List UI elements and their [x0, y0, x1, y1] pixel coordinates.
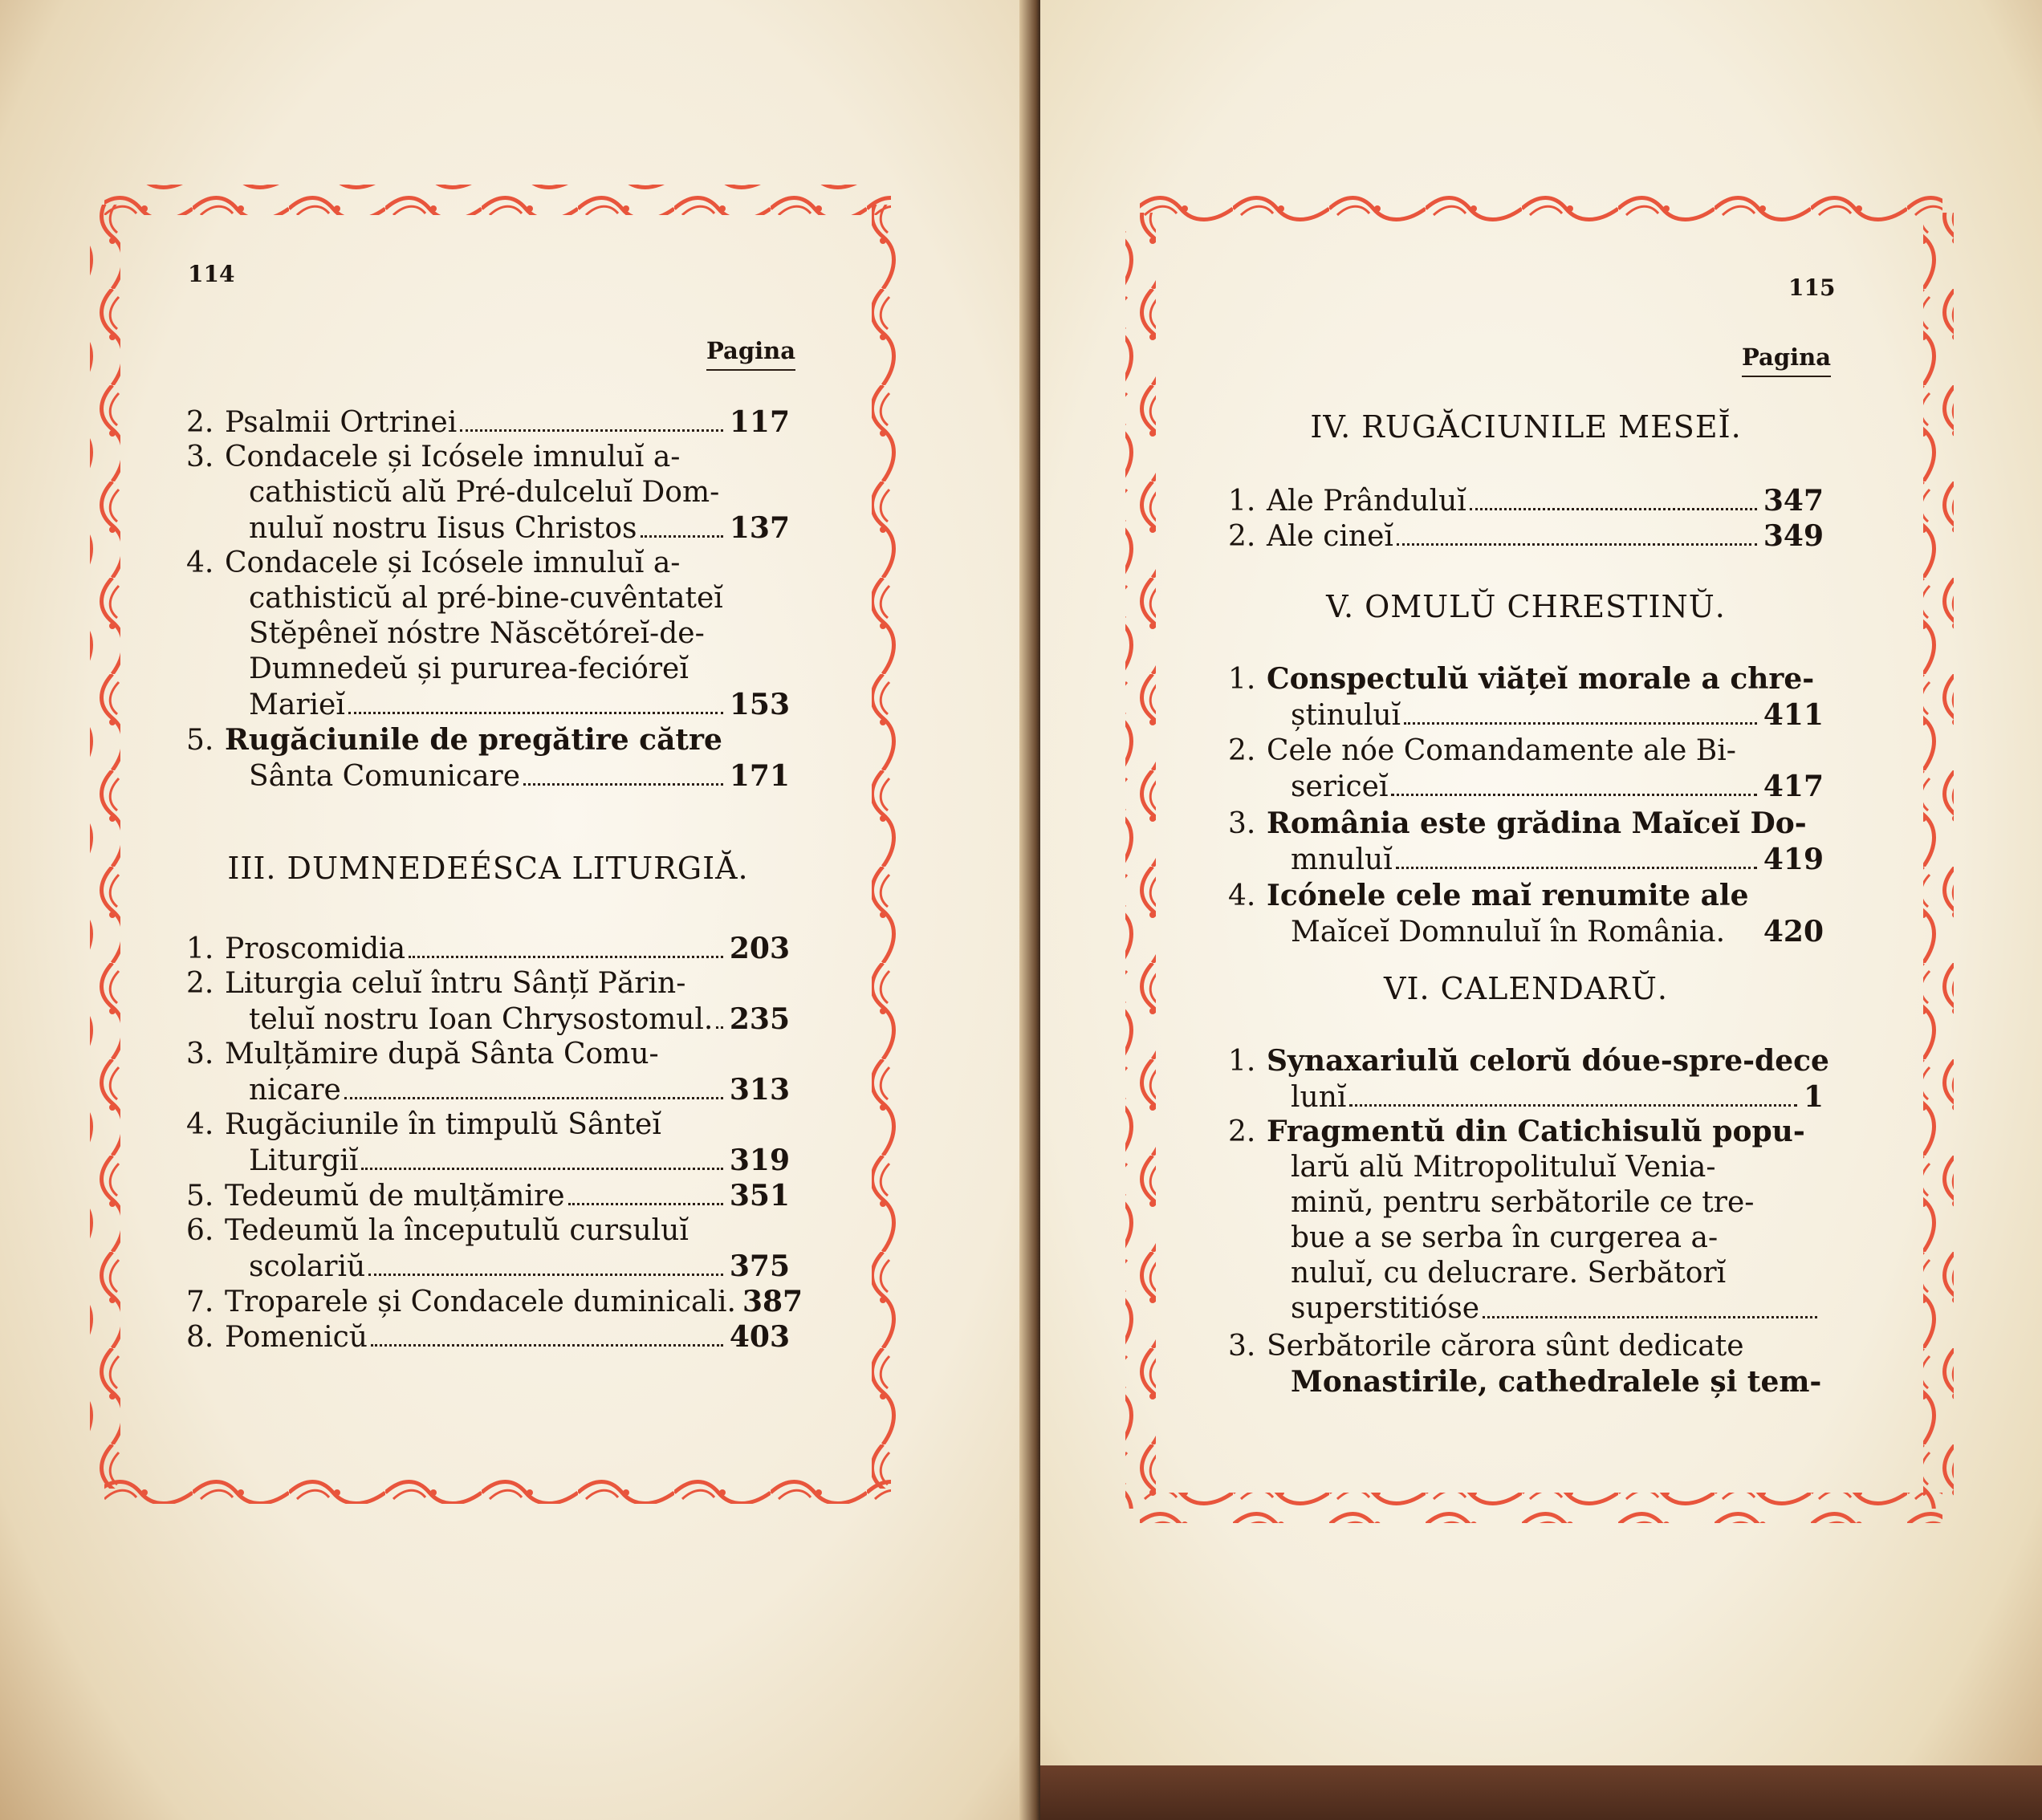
toc-entry: 1. Proscomidia 203	[186, 932, 790, 965]
entry-number: 3.	[186, 441, 214, 473]
toc-entry: 1. Conspectulŭ viățeĭ morale a chre- știnuluĭ 411	[1228, 662, 1824, 732]
toc-entry: 4. Rugăciunile în timpulŭ Sânteĭ Liturgiĭ 319	[186, 1108, 790, 1177]
toc-entry: 4. Condacele și Icósele imnuluĭ a- cathisticŭ al pré-bine-cuvêntateĭ Stĕpêneĭ nóstre Născĕtóreĭ-de- Dumnedeŭ și pururea-fecióreĭ Marieĭ 153	[186, 546, 790, 721]
page-number: 114	[188, 261, 235, 287]
entry-number: 4.	[186, 546, 214, 579]
page-number: 115	[1788, 274, 1836, 301]
toc-entry: 8. Pomenicŭ 403	[186, 1320, 790, 1354]
section-heading: IV. RUGĂCIUNILE MESEĬ.	[1310, 409, 1742, 445]
entry-page: 117	[729, 405, 790, 439]
toc-entry: 2. Ale cineĭ 349	[1228, 519, 1824, 553]
toc-entry: 1. Synaxariulŭ celorŭ dóue-spre-dece lunĭ 1	[1228, 1044, 1829, 1114]
book-bottom-edge	[1040, 1765, 2042, 1820]
pagina-label: Pagina	[706, 337, 795, 371]
entry-page: 171	[729, 759, 790, 793]
toc-entry: 2. Fragmentŭ din Catichisulŭ popu- larŭ alŭ Mitropolituluĭ Venia- minŭ, pentru serbătorile ce tre- bue a se serba în curgerea a- nuluĭ, cu delucrare. Serbătorĭ superstitióse	[1228, 1114, 1824, 1326]
toc-entry: 4. Icónele cele maĭ renumite ale Maĭceĭ Domnuluĭ în România. 420	[1228, 879, 1824, 949]
section-heading: VI. CALENDARŬ.	[1384, 971, 1668, 1006]
entry-number: 2.	[186, 406, 214, 439]
section-heading: III. DUMNEDEÉSCA LITURGIĂ.	[227, 851, 749, 886]
toc-entry: 6. Tedeumŭ la începutulŭ cursuluĭ scolariŭ 375	[186, 1214, 790, 1283]
toc-entry: 3. Serbătorile cărora sûnt dedicate Monastirile, cathedralele și tem-	[1228, 1330, 1822, 1399]
toc-entry: 3. Mulțămire după Sânta Comu- nicare 313	[186, 1038, 790, 1107]
toc-entry: 2. Cele nóe Comandamente ale Bi- sericeĭ 417	[1228, 734, 1824, 803]
toc-entry: 2. Liturgia celuĭ întru Sânțĭ Părin- teluĭ nostru Ioan Chrysostomul. 235	[186, 967, 790, 1036]
toc-entry	[186, 404, 790, 441]
toc-entry: 5. Rugăciunile de pregătire către Sânta Comunicare 171	[186, 723, 790, 793]
entry-page: 153	[729, 688, 790, 721]
toc-entry: 7. Troparele și Condacele duminicali. 387	[186, 1285, 803, 1318]
toc-entry: 1. Ale Prânduluĭ 347	[1228, 484, 1824, 518]
toc-entry: 3. România este grădina Maĭceĭ Do- mnuluĭ 419	[1228, 806, 1824, 876]
pagina-label: Pagina	[1742, 343, 1831, 377]
entry-number: 5.	[186, 724, 214, 757]
toc-entry: 5. Tedeumŭ de mulțămire 351	[186, 1179, 790, 1213]
entry-page: 137	[729, 511, 790, 545]
entry-title: Psalmii Ortrinei	[225, 406, 458, 439]
section-heading: V. OMULŬ CHRESTINŬ.	[1326, 589, 1726, 624]
toc-entry: 3. Condacele și Icósele imnuluĭ a- cathisticŭ alŭ Pré-dulceluĭ Dom- nuluĭ nostru Iisus Christos 137	[186, 441, 790, 545]
